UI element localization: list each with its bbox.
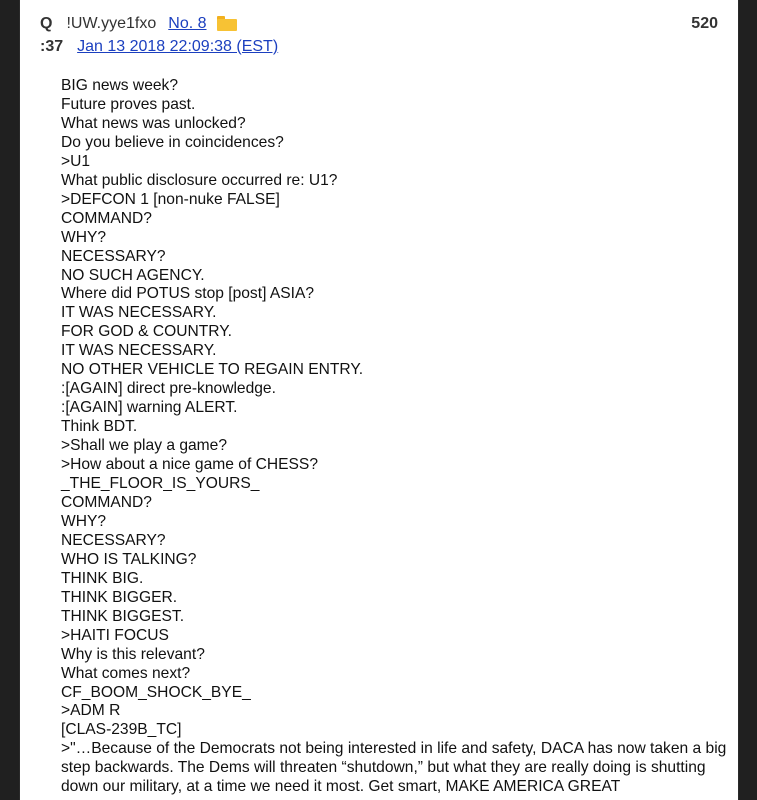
post-header-row xyxy=(40,13,237,35)
folder-icon[interactable] xyxy=(217,16,237,31)
post-line: THINK BIGGEST. xyxy=(61,607,185,625)
post-line: NECESSARY? xyxy=(61,531,166,549)
post-line: WHO IS TALKING? xyxy=(61,550,197,568)
post-line: >"…Because of the Democrats not being interested in life and safety, DACA has now taken a big step backwards. The Dems will threaten “shutdown,” but what they are really doing is shutting down our military, at a time we need it most. Get smart, MAKE AMERICA GREAT xyxy=(61,740,731,796)
post-line: WHY? xyxy=(61,512,107,530)
post-count: 520 xyxy=(691,15,718,32)
post-line: FOR GOD & COUNTRY. xyxy=(61,323,232,341)
post-line: Where did POTUS stop [post] ASIA? xyxy=(61,285,315,303)
post-line: _THE_FLOOR_IS_YOURS_ xyxy=(61,475,260,493)
post-body xyxy=(61,77,729,797)
post-line: NECESSARY? xyxy=(61,247,166,265)
post-line: Think BDT. xyxy=(61,418,138,436)
post-line: THINK BIGGER. xyxy=(61,588,178,606)
post-line: Do you believe in coincidences? xyxy=(61,133,284,151)
post-line: BIG news week? xyxy=(61,77,179,94)
post-line: >DEFCON 1 [non-nuke FALSE] xyxy=(61,190,280,208)
post-number-link[interactable]: No. 8 xyxy=(168,15,207,32)
post-seconds: :37 xyxy=(40,38,64,55)
post-line: Why is this relevant? xyxy=(61,645,205,663)
post-line: What public disclosure occurred re: U1? xyxy=(61,171,338,189)
post-line: COMMAND? xyxy=(61,493,152,511)
post-line: :[AGAIN] warning ALERT. xyxy=(61,399,238,417)
post-line: Future proves past. xyxy=(61,95,196,113)
post-time-row xyxy=(40,37,278,57)
post-tripcode: !UW.yye1fxo xyxy=(66,15,157,32)
post-line: COMMAND? xyxy=(61,209,152,227)
post-line: WHY? xyxy=(61,228,107,246)
post-line: :[AGAIN] direct pre-knowledge. xyxy=(61,380,276,398)
post-line: IT WAS NECESSARY. xyxy=(61,342,217,360)
post-line: What news was unlocked? xyxy=(61,114,246,132)
post-line: What comes next? xyxy=(61,664,191,682)
post-timestamp-link[interactable]: Jan 13 2018 22:09:38 (EST) xyxy=(77,38,279,55)
post-author: Q xyxy=(40,15,53,32)
post-line: NO OTHER VEHICLE TO REGAIN ENTRY. xyxy=(61,361,364,379)
post-line: >How about a nice game of CHESS? xyxy=(61,456,319,474)
post-line: >U1 xyxy=(61,152,91,170)
post-card xyxy=(20,0,738,800)
post-line: >Shall we play a game? xyxy=(61,437,228,455)
post-line: THINK BIG. xyxy=(61,569,144,587)
post-line: NO SUCH AGENCY. xyxy=(61,266,205,284)
post-line: CF_BOOM_SHOCK_BYE_ xyxy=(61,683,251,701)
post-line: [CLAS-239B_TC] xyxy=(61,721,182,739)
post-line: IT WAS NECESSARY. xyxy=(61,304,217,322)
post-line: >HAITI FOCUS xyxy=(61,626,169,644)
post-header xyxy=(20,8,738,60)
post-line: >ADM R xyxy=(61,702,121,720)
